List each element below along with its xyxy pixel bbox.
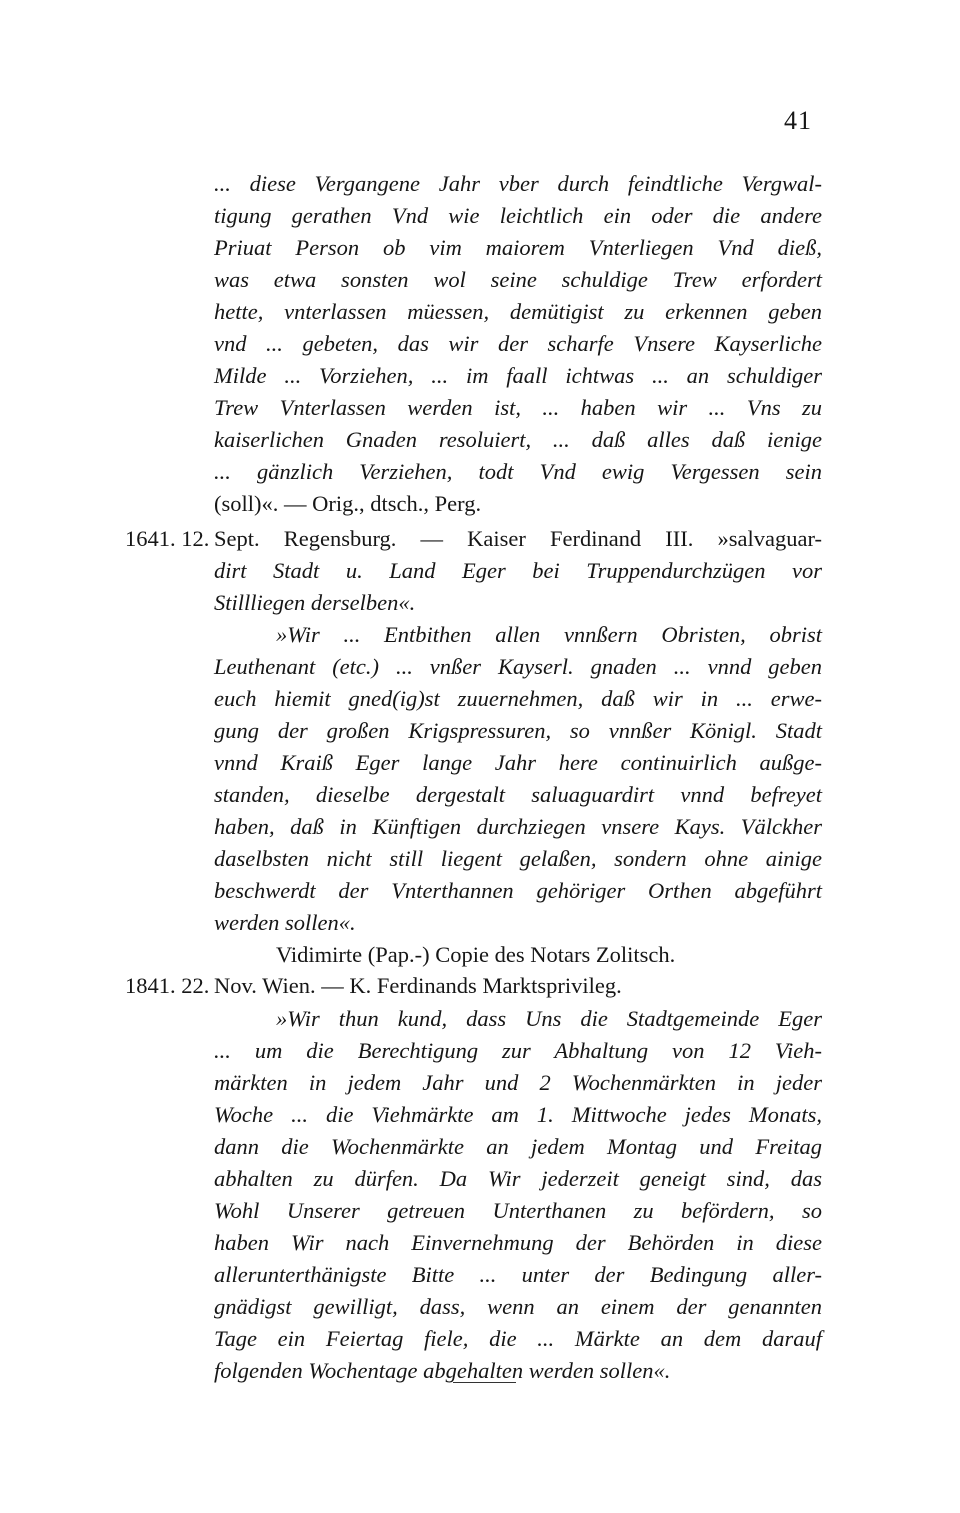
text-line: ... diese Vergangene Jahr vber durch feindtliche Vergwal- — [214, 171, 822, 196]
quote-line: euch hiemit gned(ig)st zuuernehmen, daß wir in ... erwe- — [214, 686, 822, 711]
quote-line: allerunterthänigste Bitte ... unter der Bedingung aller- — [214, 1262, 822, 1287]
text-line: ... gänzlich Verziehen, todt Vnd ewig Vergessen sein — [214, 459, 822, 484]
quote-line: gnädigst gewilligt, dass, wenn an einem der genannten — [214, 1294, 822, 1319]
text-line: dirt Stadt u. Land Eger bei Truppendurchzügen vor — [214, 558, 822, 583]
entry-date: 1841. 22. — [125, 973, 210, 998]
entry-heading: Nov. Wien. — K. Ferdinands Marktsprivileg. — [214, 973, 622, 998]
quote-line: Leuthenant (etc.) ... vnßer Kayserl. gnaden ... vnnd geben — [214, 654, 822, 679]
quote-line: dann die Wochenmärkte an jedem Montag und Freitag — [214, 1134, 822, 1159]
text-line: hette, vnterlassen müessen, demütigist zu erkennen geben — [214, 299, 822, 324]
quote-line: abhalten zu dürfen. Da Wir jederzeit geneigt sind, das — [214, 1166, 822, 1191]
quote-line: haben Wir nach Einvernehmung der Behörden in diese — [214, 1230, 822, 1255]
closing-rule — [453, 1382, 516, 1383]
quote-line: »Wir thun kund, dass Uns die Stadtgemeinde Eger — [276, 1006, 822, 1031]
quote-line: Woche ... die Viehmärkte am 1. Mittwoche jedes Monats, — [214, 1102, 822, 1127]
quote-line: ... um die Berechtigung zur Abhaltung von 12 Vieh- — [214, 1038, 822, 1063]
quote-line: folgenden Wochentage abgehalten werden sollen«. — [214, 1358, 671, 1383]
quote-line: beschwerdt der Vnterthannen gehöriger Orthen abgeführt — [214, 878, 822, 903]
text-line: Milde ... Vorziehen, ... im faall ichtwas ... an schuldiger — [214, 363, 822, 388]
entry-heading: Sept. Regensburg. — Kaiser Ferdinand III. »salvaguar- — [214, 526, 822, 551]
entry-date: 1641. 12. — [125, 526, 210, 551]
quote-line: standen, dieselbe dergestalt saluaguardirt vnnd befreyet — [214, 782, 822, 807]
quote-line: märkten in jedem Jahr und 2 Wochenmärkten in jeder — [214, 1070, 822, 1095]
page-number: 41 — [784, 106, 812, 135]
text-line: was etwa sonsten wol seine schuldige Trew erfordert — [214, 267, 822, 292]
quote-line: daselbsten nicht still liegent gelaßen, sondern ohne ainige — [214, 846, 822, 871]
quote-line: vnnd Kraiß Eger lange Jahr here continuirlich außge- — [214, 750, 822, 775]
text-line: Priuat Person ob vim maiorem Vnterliegen Vnd dieß, — [214, 235, 822, 260]
quote-line: »Wir ... Entbithen allen vnnßern Obristen, obrist — [276, 622, 822, 647]
quote-line: Wohl Unserer getreuen Unterthanen zu befördern, so — [214, 1198, 822, 1223]
text-line: Trew Vnterlassen werden ist, ... haben wir ... Vns zu — [214, 395, 822, 420]
text-line: kaiserlichen Gnaden resoluiert, ... daß alles daß ienige — [214, 427, 822, 452]
quote-line: werden sollen«. — [214, 910, 356, 935]
text-line: vnd ... gebeten, das wir der scharfe Vnsere Kayserliche — [214, 331, 822, 356]
source-note: Vidimirte (Pap.-) Copie des Notars Zolitsch. — [276, 942, 676, 967]
quote-line: gung der großen Krigspressuren, so vnnßer Königl. Stadt — [214, 718, 822, 743]
quote-line: haben, daß in Künftigen durchziegen vnsere Kays. Välckher — [214, 814, 822, 839]
quote-line: Tage ein Feiertag fiele, die ... Märkte an dem darauf — [214, 1326, 822, 1351]
source-note: (soll)«. — Orig., dtsch., Perg. — [214, 491, 482, 516]
text-line: tigung gerathen Vnd wie leichtlich ein oder die andere — [214, 203, 822, 228]
text-line: Stillliegen derselben«. — [214, 590, 416, 615]
